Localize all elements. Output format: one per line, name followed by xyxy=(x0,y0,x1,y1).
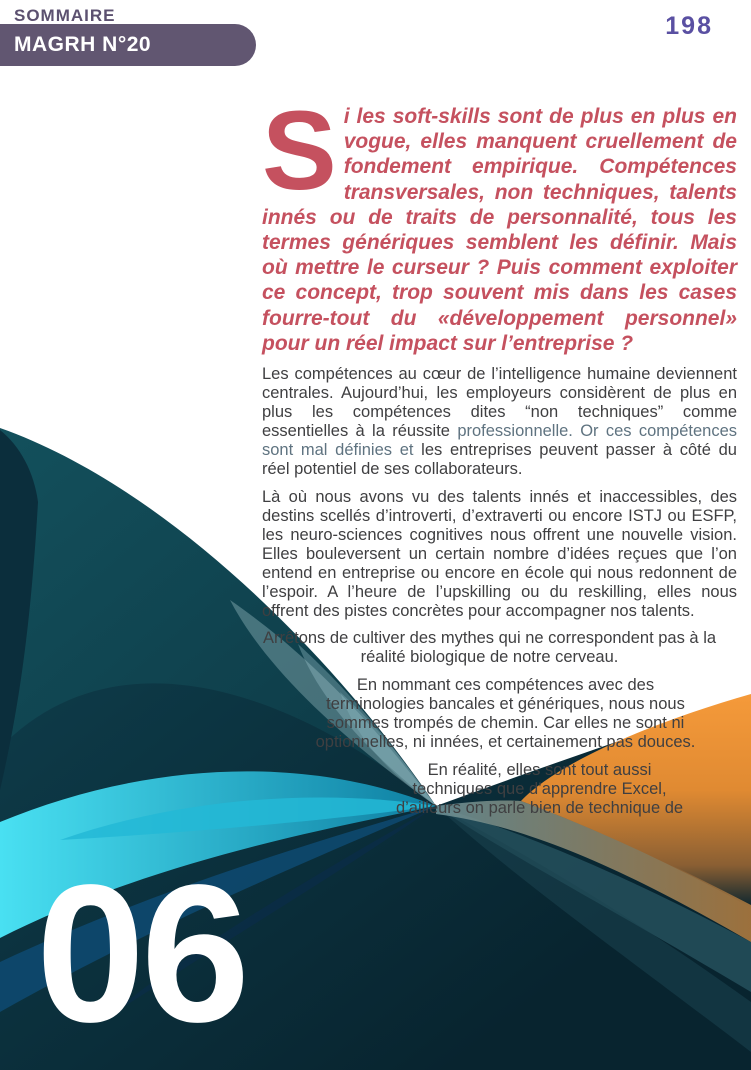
paragraph-1-seg1: Les compétences au cœur de l’intelligence humaine deviennent centrales. Aujourd’hui, les employeurs considèrent de plus en plus les compétences dites “non techniques” comme essentielles à la réussite xyxy=(262,364,737,440)
paragraph-4: En nommant ces compétences avec des terminologies bancales et génériques, nous nous sommes trompés de chemin. Car elles ne sont ni optionnelles, ni innées, et certainement pas douces. xyxy=(315,676,696,752)
paragraph-3: Arrêtons de cultiver des mythes qui ne correspondent pas à la réalité biologique de notre cerveau. xyxy=(262,629,717,667)
issue-tab[interactable] xyxy=(0,24,256,66)
issue-label: MAGRH N°20 xyxy=(14,33,152,56)
paragraph-5: En réalité, elles sont tout aussi techniques que d’apprendre Excel, d’ailleurs on parle bien de technique de xyxy=(395,761,684,818)
sommaire-label: SOMMAIRE xyxy=(14,6,116,25)
page-number: 198 xyxy=(665,12,713,40)
paragraph-1-seg2: professionnelle. Or ces compétences sont mal définies et xyxy=(262,421,737,459)
paragraph-1 xyxy=(262,365,737,479)
intro-paragraph xyxy=(262,88,737,356)
drop-cap: S xyxy=(262,88,337,213)
article-column xyxy=(262,88,737,818)
intro-text: i les soft-skills sont de plus en plus en vogue, elles manquent cruellement de fondement empirique. Compétences transversales, non techniques, talents innés ou de traits de personnalité, tous les termes génériques semblent les définir. Mais où mettre le curseur ? Puis comment exploiter ce concept, trop souvent mis dans les cases fourre-tout du «développement personnel» pour un réel impact sur l’entreprise ? xyxy=(262,105,737,355)
section-number: 06 xyxy=(36,844,247,1063)
paragraph-2: Là où nous avons vu des talents innés et inaccessibles, des destins scellés d’introverti, d’extraverti ou encore ISTJ ou ESFP, les neuro-sciences cognitives nous offrent une nouvelle vision. Elles bouleversent un certain nombre d’idées reçues que l’on entend en entreprise ou encore en école qui nous redonnent de l’espoir. A l’heure de l’upskilling ou du reskilling, elles nous offrent des pistes concrètes pour accompagner nos talents. xyxy=(262,487,737,620)
paragraph-1-seg3: les entreprises peuvent passer à côté du réel potentiel de ses collaborateurs. xyxy=(262,440,737,478)
